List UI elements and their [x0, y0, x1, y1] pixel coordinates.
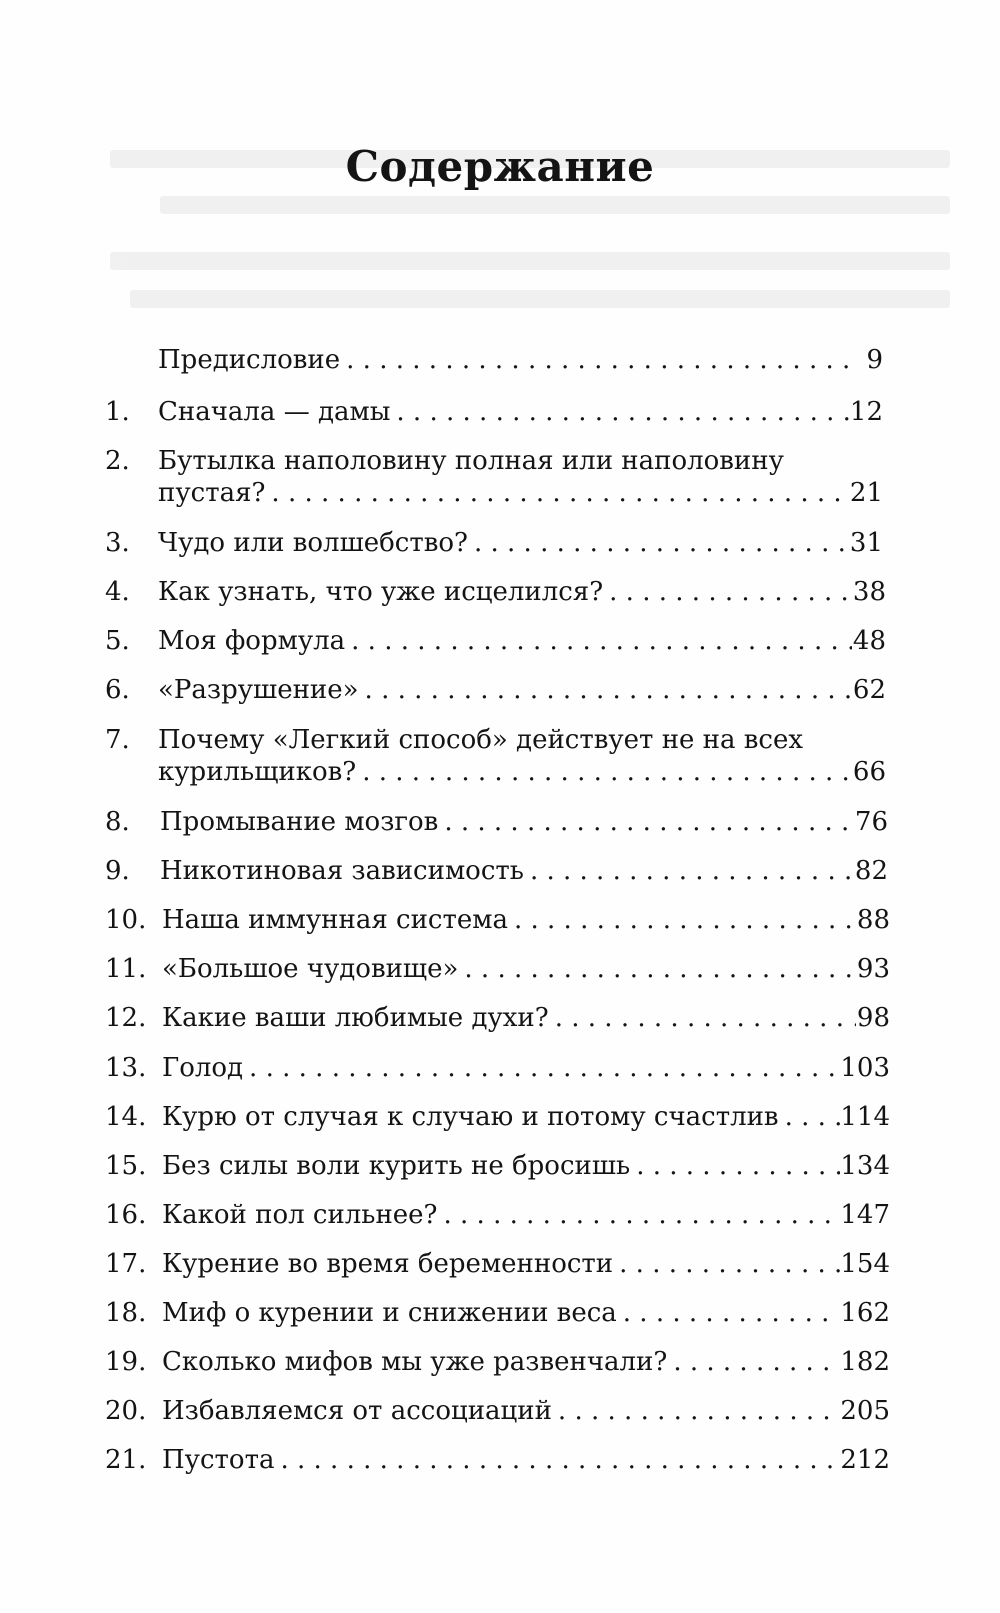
toc-entry-number: 5. [105, 626, 130, 656]
toc-entry-label: курильщиков? [158, 757, 357, 787]
toc-entry-label: «Большое чудовище» [162, 954, 459, 984]
page-title: Содержание [345, 142, 655, 191]
toc-entry-label: Моя формула [158, 626, 346, 656]
toc-entry-label: Пустота [162, 1445, 275, 1475]
leader-dots [458, 954, 856, 984]
toc-entry-label: Промывание мозгов [160, 807, 439, 837]
toc-entry-page: 31 [849, 528, 883, 558]
toc-entry-number: 13. [105, 1053, 147, 1083]
leader-dots [356, 757, 852, 787]
toc-entry-number: 4. [105, 577, 130, 607]
toc-entry-number: 3. [105, 528, 130, 558]
toc-entry-page: 9 [866, 345, 883, 375]
toc-entry-page: 212 [840, 1445, 890, 1475]
toc-entry-label: Наша иммунная система [162, 905, 508, 935]
toc-entry-label: Без силы воли курить не бросишь [162, 1151, 631, 1181]
toc-entry-label: Чудо или волшебство? [158, 528, 468, 558]
toc-entry-page: 205 [840, 1396, 890, 1426]
toc-entry-page: 21 [849, 478, 883, 508]
toc-entry-label: Предисловие [158, 345, 341, 375]
toc-entry-page: 82 [854, 856, 888, 886]
leader-dots [340, 345, 849, 375]
leader-dots [630, 1151, 840, 1181]
toc-entry-page: 134 [840, 1151, 890, 1181]
leader-dots [345, 626, 852, 656]
leader-dots [603, 577, 852, 607]
toc-entry-number: 18. [105, 1298, 147, 1328]
toc-entry-number: 9. [105, 856, 130, 886]
toc-entry-page: 66 [852, 757, 886, 787]
toc-entry-page: 182 [840, 1347, 890, 1377]
toc-entry-label: Миф о курении и снижении веса [162, 1298, 617, 1328]
leader-dots [438, 1200, 841, 1230]
toc-entry-number: 2. [105, 446, 130, 476]
toc-entry-number: 8. [105, 807, 130, 837]
toc-entry-label: Курение во время беременности [162, 1249, 614, 1279]
toc-entry-page: 48 [852, 626, 886, 656]
leader-dots [617, 1298, 841, 1328]
toc-entry-number: 21. [105, 1445, 147, 1475]
toc-entry-label: Голод [162, 1053, 244, 1083]
toc-entry-label: Курю от случая к случаю и потому счастлив [162, 1102, 779, 1132]
toc-entry-number: 19. [105, 1347, 147, 1377]
toc-entry-label: Сначала — дамы [158, 397, 391, 427]
toc-entry-label: пустая? [158, 478, 266, 508]
toc-entry-label-line1: Почему «Легкий способ» действует не на всех [158, 725, 804, 755]
leader-dots [549, 1003, 856, 1033]
toc-entry-label: Какой пол сильнее? [162, 1200, 438, 1230]
toc-entry-number: 17. [105, 1249, 147, 1279]
toc-entry-page: 147 [840, 1200, 890, 1230]
toc-entry-number: 15. [105, 1151, 147, 1181]
toc-entry-label: Сколько мифов мы уже развенчали? [162, 1347, 668, 1377]
toc-entry-page: 88 [856, 905, 890, 935]
toc-entry-number: 12. [105, 1003, 147, 1033]
toc-entry-page: 154 [840, 1249, 890, 1279]
leader-dots [274, 1445, 840, 1475]
toc-entry-number: 11. [105, 954, 147, 984]
toc-entry-page: 38 [852, 577, 886, 607]
toc-entry-label-line1: Бутылка наполовину полная или наполовину [158, 446, 784, 476]
leader-dots [779, 1102, 841, 1132]
toc-entry-page: 103 [840, 1053, 890, 1083]
leader-dots [265, 478, 849, 508]
leader-dots [613, 1249, 840, 1279]
leader-dots [552, 1396, 840, 1426]
toc-entry-page: 62 [852, 675, 886, 705]
toc-entry-number: 6. [105, 675, 130, 705]
toc-entry-label: Избавляемся от ассоциаций [162, 1396, 552, 1426]
leader-dots [243, 1053, 840, 1083]
leader-dots [524, 856, 854, 886]
toc-entry-page: 12 [849, 397, 883, 427]
toc-entry-number: 20. [105, 1396, 147, 1426]
toc-entry-number: 14. [105, 1102, 147, 1132]
toc-entry-label: «Разрушение» [158, 675, 359, 705]
toc-entry-number: 16. [105, 1200, 147, 1230]
leader-dots [468, 528, 849, 558]
toc-entry-page: 162 [840, 1298, 890, 1328]
toc-entry-label: Никотиновая зависимость [160, 856, 524, 886]
leader-dots [438, 807, 854, 837]
toc-entry-page: 93 [856, 954, 890, 984]
leader-dots [359, 675, 852, 705]
toc-entry-page: 114 [840, 1102, 890, 1132]
leader-dots [667, 1347, 840, 1377]
toc-entry-number: 10. [105, 905, 147, 935]
toc-entry-label: Какие ваши любимые духи? [162, 1003, 549, 1033]
toc-entry-page: 76 [854, 807, 888, 837]
toc-entry-number: 1. [105, 397, 130, 427]
leader-dots [508, 905, 856, 935]
toc-entry-number: 7. [105, 725, 130, 755]
leader-dots [390, 397, 849, 427]
toc-entry-page: 98 [856, 1003, 890, 1033]
toc-entry-label: Как узнать, что уже исцелился? [158, 577, 604, 607]
